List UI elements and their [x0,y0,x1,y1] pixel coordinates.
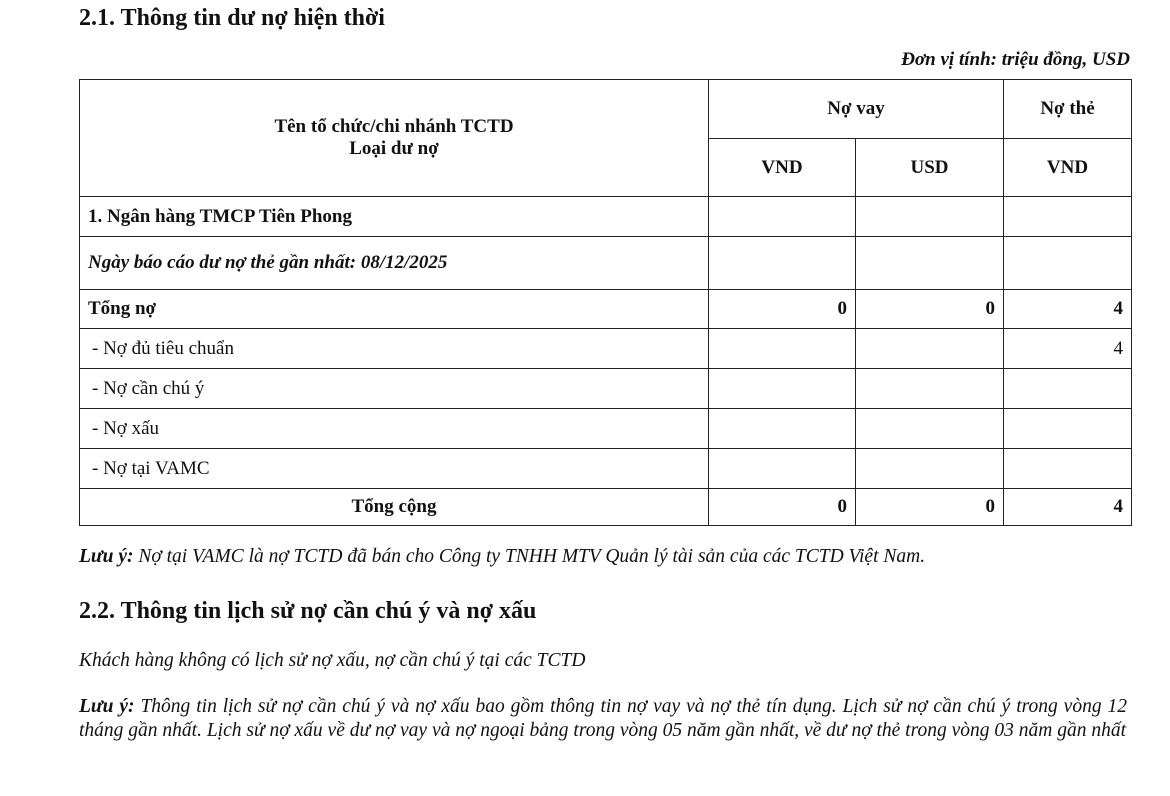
header-card-group: Nợ thẻ [1004,80,1132,139]
bank-name: 1. Ngân hàng TMCP Tiên Phong [80,197,709,237]
total-loan-usd: 0 [856,489,1004,526]
report-date-row [80,237,1132,290]
cell-loan-usd [856,449,1004,489]
section-title-debt-history: 2.2. Thông tin lịch sử nợ cần chú ý và nợ xấu [79,598,537,624]
header-org-label: Tên tổ chức/chi nhánh TCTD [274,116,514,137]
history-note [79,695,1127,743]
header-type-label: Loại dư nợ [349,138,439,159]
note-label: Lưu ý: [79,546,134,567]
row-label: Tổng nợ [80,290,709,329]
cell-card-vnd [1004,369,1132,409]
history-statement: Khách hàng không có lịch sử nợ xấu, nợ cần chú ý tại các TCTD [79,650,586,671]
header-loan-group: Nợ vay [709,80,1004,139]
cell-loan-usd: 0 [856,290,1004,329]
section-title-current-debt: 2.1. Thông tin dư nợ hiện thời [79,5,385,31]
unit-label: Đơn vị tính: triệu đồng, USD [901,49,1130,70]
table-cell [1004,237,1132,290]
total-label: Tổng cộng [80,489,709,526]
cell-loan-vnd [709,449,856,489]
debt-table [79,79,1132,526]
table-header-row [80,80,1132,139]
table-row [80,290,1132,329]
total-card-vnd: 4 [1004,489,1132,526]
header-card-vnd: VND [1004,139,1132,197]
total-loan-vnd: 0 [709,489,856,526]
cell-loan-usd [856,329,1004,369]
bank-row [80,197,1132,237]
cell-loan-usd [856,369,1004,409]
note-text: Nợ tại VAMC là nợ TCTD đã bán cho Công ty TNHH MTV Quản lý tài sản của các TCTD Việt Nam. [133,546,926,567]
header-loan-usd: USD [856,139,1004,197]
row-label: - Nợ tại VAMC [80,449,709,489]
cell-card-vnd: 4 [1004,290,1132,329]
row-label: - Nợ đủ tiêu chuẩn [80,329,709,369]
table-cell [1004,197,1132,237]
table-row [80,409,1132,449]
note-label: Lưu ý: [79,696,135,717]
table-row [80,449,1132,489]
header-org-type [80,80,709,197]
cell-loan-vnd: 0 [709,290,856,329]
vamc-note [79,545,925,569]
table-row [80,329,1132,369]
total-row [80,489,1132,526]
cell-card-vnd [1004,449,1132,489]
table-row [80,369,1132,409]
report-date: Ngày báo cáo dư nợ thẻ gần nhất: 08/12/2025 [80,237,709,290]
cell-loan-usd [856,409,1004,449]
cell-card-vnd: 4 [1004,329,1132,369]
header-loan-vnd: VND [709,139,856,197]
row-label: - Nợ xấu [80,409,709,449]
table-cell [856,237,1004,290]
table-cell [856,197,1004,237]
table-cell [709,197,856,237]
table-cell [709,237,856,290]
cell-loan-vnd [709,369,856,409]
cell-loan-vnd [709,329,856,369]
note-text: Thông tin lịch sử nợ cần chú ý và nợ xấu bao gồm thông tin nợ vay và nợ thẻ tín dụng. Lịch sử nợ cần chú ý trong vòng 12 tháng gần nhất. Lịch sử nợ xấu về dư nợ vay và nợ ngoại bảng trong vòng 05 năm gần nhất, về dư nợ thẻ trong vòng 03 năm gần nhất [79,696,1127,741]
row-label: - Nợ cần chú ý [80,369,709,409]
cell-card-vnd [1004,409,1132,449]
cell-loan-vnd [709,409,856,449]
